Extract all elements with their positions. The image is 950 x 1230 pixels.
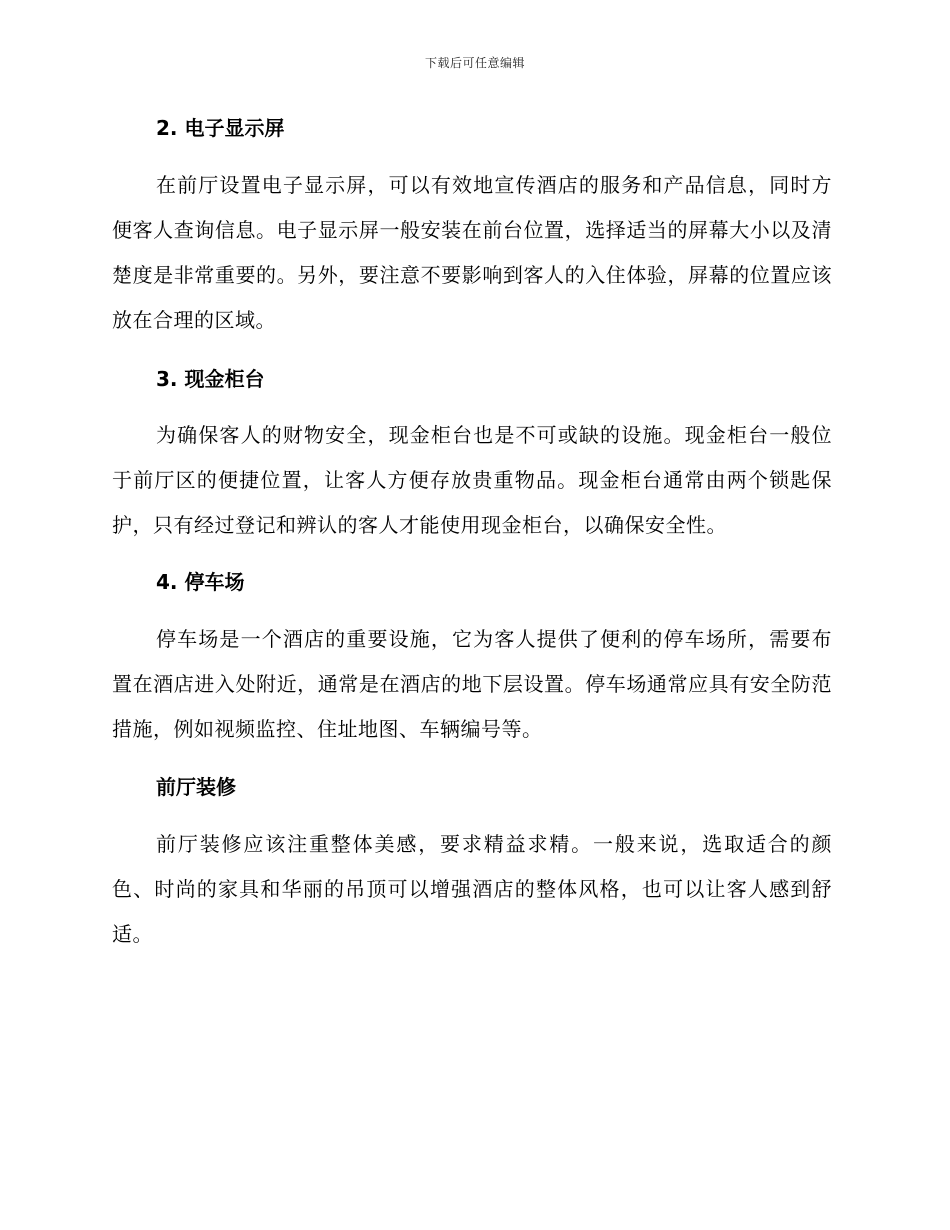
page-header-note: 下载后可任意编辑 [424, 56, 525, 70]
section-heading-lobby-decoration: 前厅装修 [156, 775, 236, 799]
section-heading-cash-counter: 3. 现金柜台 [156, 367, 265, 391]
section-heading-display-screen: 2. 电子显示屏 [156, 116, 285, 140]
section-paragraph-cash-counter: 为确保客人的财物安全，现金柜台也是不可或缺的设施。现金柜台一般位于前厅区的便捷位置，让客人方便存放贵重物品。现金柜台通常由两个锁匙保护，只有经过登记和辨认的客人才能使用现金柜台，以确保安全性。 [112, 423, 832, 537]
section-paragraph-display-screen: 在前厅设置电子显示屏，可以有效地宣传酒店的服务和产品信息，同时方便客人查询信息。电子显示屏一般安装在前台位置，选择适当的屏幕大小以及清楚度是非常重要的。另外，要注意不要影响到客人的入住体验，屏幕的位置应该放在合理的区域。 [112, 173, 832, 332]
section-paragraph-parking: 停车场是一个酒店的重要设施，它为客人提供了便利的停车场所，需要布置在酒店进入处附近，通常是在酒店的地下层设置。停车场通常应具有安全防范措施，例如视频监控、住址地图、车辆编号等。 [112, 627, 832, 741]
section-paragraph-lobby-decoration: 前厅装修应该注重整体美感，要求精益求精。一般来说，选取适合的颜色、时尚的家具和华丽的吊顶可以增强酒店的整体风格，也可以让客人感到舒适。 [112, 832, 832, 946]
section-heading-parking: 4. 停车场 [156, 570, 245, 594]
